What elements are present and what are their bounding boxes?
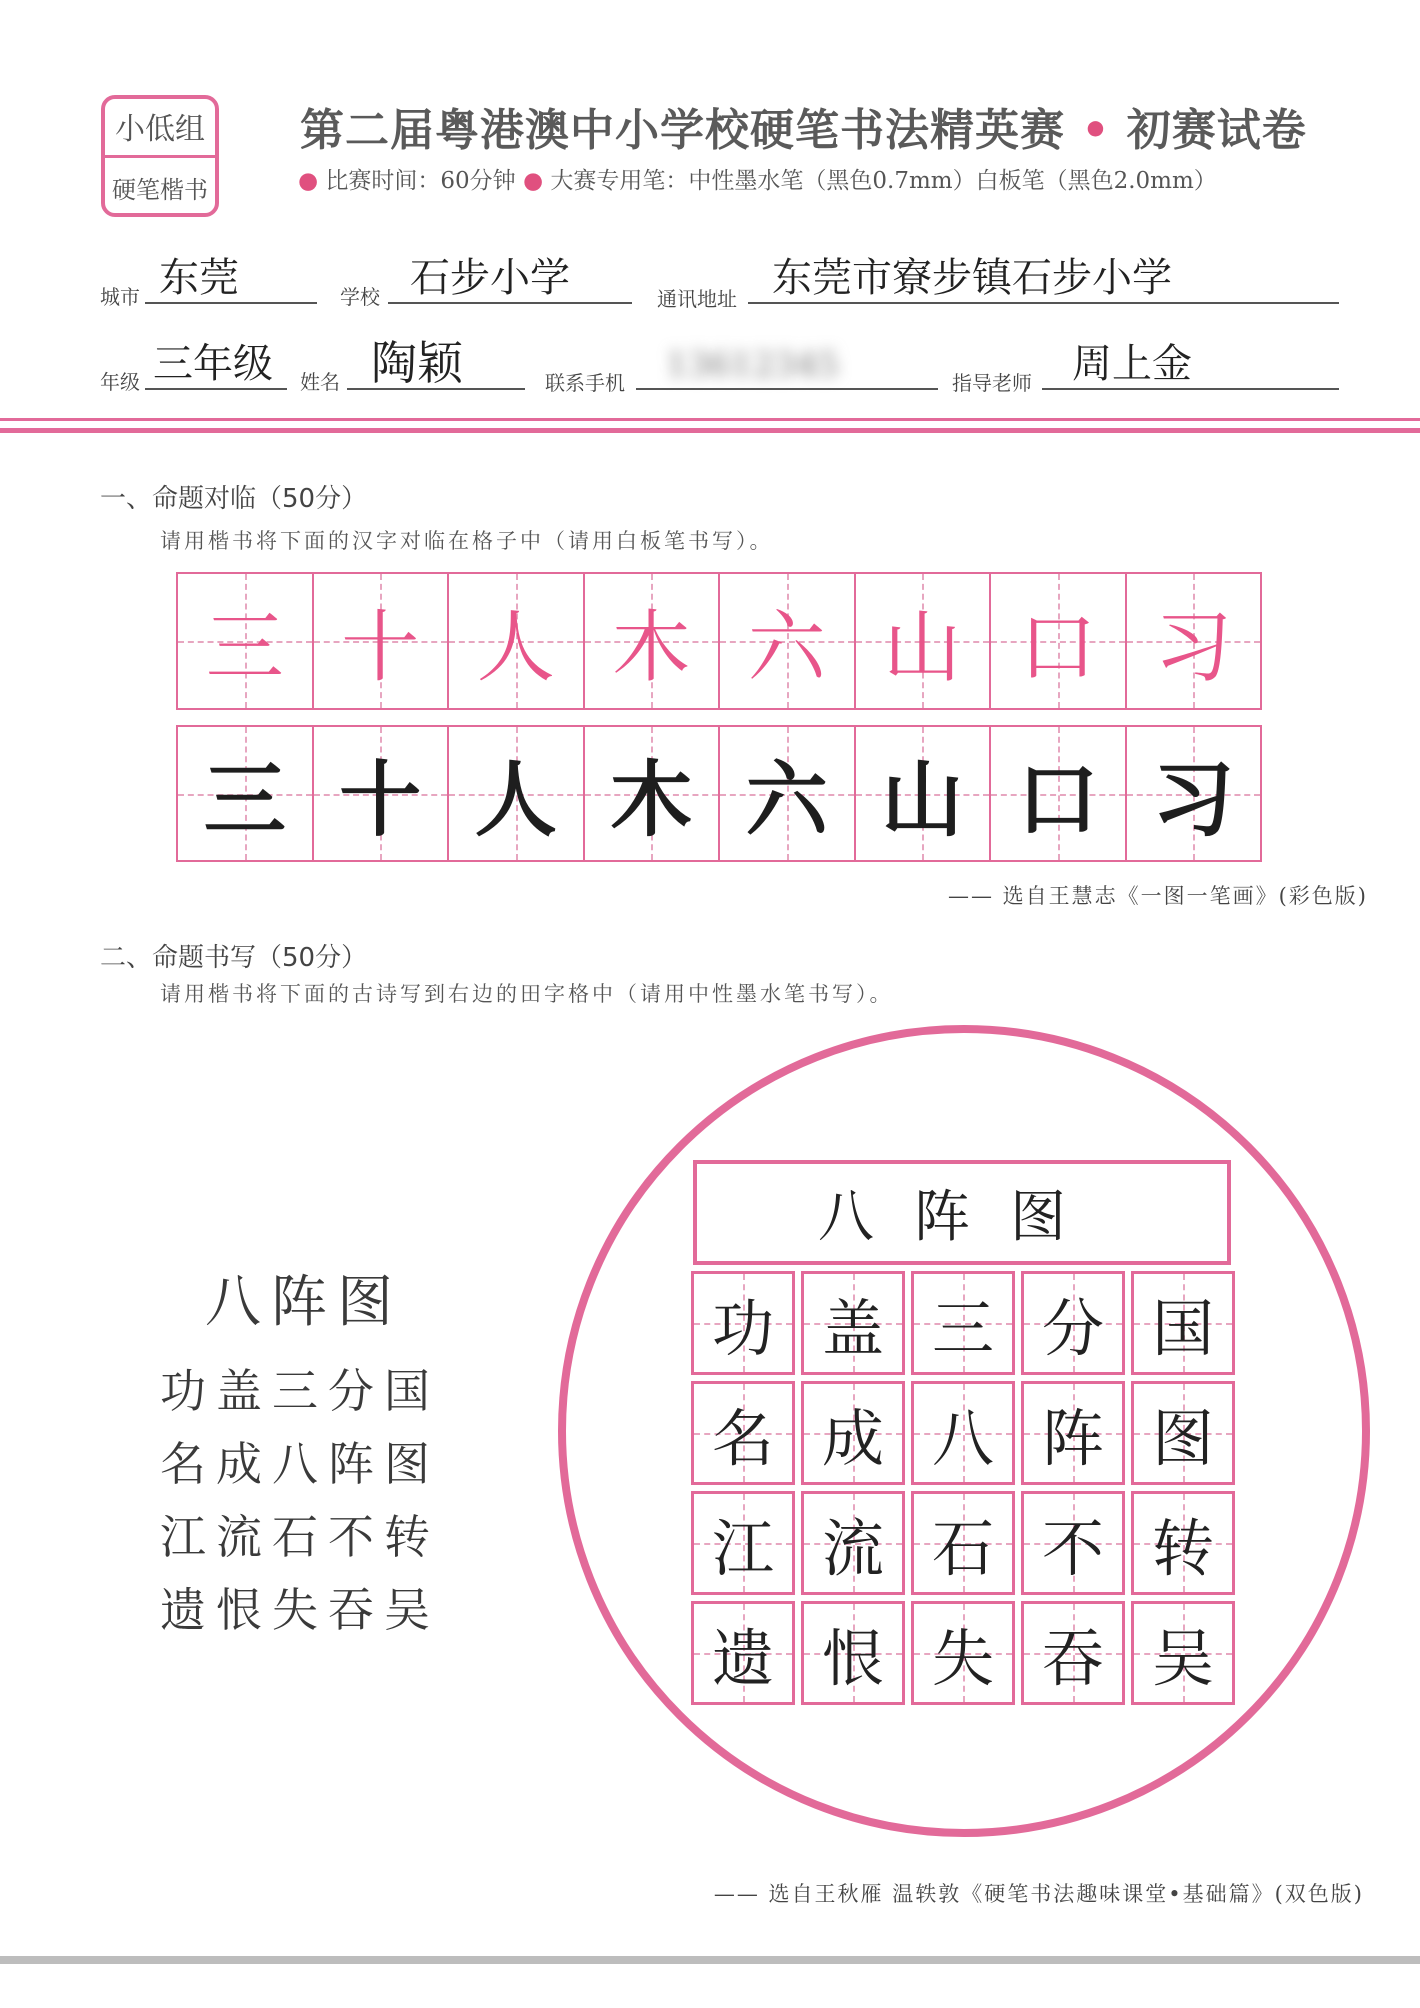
written-char: 十 <box>339 753 422 848</box>
written-char: 国 <box>1151 1291 1214 1365</box>
model-cell <box>585 574 721 708</box>
writing-cell[interactable] <box>720 727 856 860</box>
grid-row <box>691 1601 1241 1705</box>
tianzige-cell[interactable] <box>1131 1381 1235 1485</box>
badge-group: 小低组 <box>115 112 205 147</box>
written-char: 分 <box>1041 1291 1104 1365</box>
teacher-label: 指导老师 <box>952 371 1032 395</box>
written-char: 山 <box>881 753 964 848</box>
phone-field[interactable] <box>636 342 938 390</box>
tianzige-cell[interactable] <box>911 1381 1015 1485</box>
page-subtitle <box>298 162 1217 195</box>
model-cell <box>720 574 856 708</box>
phone-value: 13612345 <box>666 345 840 385</box>
model-char: 习 <box>1154 603 1233 693</box>
bullet-dot: ● <box>298 168 319 194</box>
tianzige-cell[interactable] <box>1131 1601 1235 1705</box>
tianzige-cell[interactable] <box>1021 1601 1125 1705</box>
city-field[interactable] <box>145 256 317 304</box>
writing-cell[interactable] <box>856 727 992 860</box>
school-label: 学校 <box>340 285 380 309</box>
written-title-box[interactable] <box>693 1160 1231 1265</box>
written-char: 名 <box>711 1401 774 1475</box>
pen-info: 大赛专用笔：中性墨水笔（黑色0.7mm）白板笔（黑色2.0mm） <box>550 168 1217 194</box>
written-char: 口 <box>1016 753 1099 848</box>
badge-category: 硬笔楷书 <box>112 175 208 204</box>
section2-credit: —— 选自王秋雁 温轶敦《硬笔书法趣味课堂•基础篇》(双色版) <box>713 1882 1364 1906</box>
tianzige-cell[interactable] <box>801 1491 905 1595</box>
name-label: 姓名 <box>300 370 340 394</box>
section1-instruction: 请用楷书将下面的汉字对临在格子中（请用白板笔书写）。 <box>160 529 774 553</box>
written-char: 功 <box>711 1291 774 1365</box>
tianzige-cell[interactable] <box>1021 1491 1125 1595</box>
written-title: 八阵图 <box>818 1184 1106 1250</box>
writing-cell[interactable] <box>314 727 450 860</box>
tianzige-cell[interactable] <box>691 1491 795 1595</box>
divider-thin <box>0 418 1420 421</box>
model-cell <box>178 574 314 708</box>
written-char: 盖 <box>821 1291 884 1365</box>
poem-line: 江流石不转 <box>160 1510 440 1564</box>
model-cell <box>856 574 992 708</box>
teacher-value: 周上金 <box>1072 341 1192 387</box>
written-char: 吞 <box>1041 1621 1104 1695</box>
title-main: 第二届粤港澳中小学校硬笔书法精英赛 <box>300 105 1065 156</box>
writing-grid[interactable] <box>176 725 1262 862</box>
title-dot: • <box>1081 105 1111 156</box>
phone-label: 联系手机 <box>545 371 625 395</box>
footer-bar <box>0 1956 1420 1964</box>
tianzige-cell[interactable] <box>1021 1271 1125 1375</box>
written-char: 人 <box>474 753 557 848</box>
written-char: 八 <box>931 1401 994 1475</box>
grid-row <box>691 1491 1241 1595</box>
written-char: 不 <box>1041 1511 1104 1585</box>
written-char: 遗 <box>711 1621 774 1695</box>
tianzige-cell[interactable] <box>691 1601 795 1705</box>
writing-cell[interactable] <box>178 727 314 860</box>
written-char: 三 <box>931 1291 994 1365</box>
written-char: 六 <box>745 753 828 848</box>
tianzige-cell[interactable] <box>801 1271 905 1375</box>
model-cell <box>1127 574 1261 708</box>
time-info: 比赛时间：60分钟 <box>325 168 516 194</box>
tianzige-grid <box>691 1271 1241 1711</box>
poem-line: 名成八阵图 <box>160 1437 440 1491</box>
name-value: 陶颖 <box>371 336 463 390</box>
model-cell <box>314 574 450 708</box>
divider-thick <box>0 428 1420 433</box>
tianzige-cell[interactable] <box>911 1601 1015 1705</box>
poem-line: 功盖三分国 <box>160 1364 440 1418</box>
grid-row <box>691 1381 1241 1485</box>
tianzige-cell[interactable] <box>1021 1381 1125 1485</box>
written-char: 阵 <box>1041 1401 1104 1475</box>
school-value: 石步小学 <box>410 255 570 301</box>
tianzige-cell[interactable] <box>691 1271 795 1375</box>
model-char: 三 <box>205 603 284 693</box>
bullet-dot: ● <box>522 168 544 194</box>
tianzige-cell[interactable] <box>801 1381 905 1485</box>
tianzige-cell[interactable] <box>1131 1491 1235 1595</box>
tianzige-cell[interactable] <box>1131 1271 1235 1375</box>
model-char: 十 <box>341 603 420 693</box>
written-char: 木 <box>610 753 693 848</box>
tianzige-cell[interactable] <box>691 1381 795 1485</box>
model-grid <box>176 572 1262 710</box>
written-char: 习 <box>1152 753 1235 848</box>
writing-cell[interactable] <box>449 727 585 860</box>
writing-cell[interactable] <box>585 727 721 860</box>
model-cell <box>449 574 585 708</box>
written-char: 成 <box>821 1401 884 1475</box>
writing-cell[interactable] <box>991 727 1127 860</box>
written-char: 江 <box>711 1511 774 1585</box>
writing-cell[interactable] <box>1127 727 1261 860</box>
grid-row <box>691 1271 1241 1375</box>
written-char: 流 <box>821 1511 884 1585</box>
page-title <box>300 94 1307 158</box>
group-badge <box>101 95 219 217</box>
tianzige-cell[interactable] <box>911 1271 1015 1375</box>
badge-divider <box>105 155 215 158</box>
poem-title: 八阵图 <box>205 1270 403 1335</box>
grade-value: 三年级 <box>153 341 273 387</box>
grade-label: 年级 <box>100 370 140 394</box>
model-char: 人 <box>476 603 555 693</box>
teacher-field[interactable] <box>1042 342 1339 390</box>
city-label: 城市 <box>100 285 140 309</box>
model-cell <box>991 574 1127 708</box>
model-char: 口 <box>1018 603 1097 693</box>
written-char: 转 <box>1151 1511 1214 1585</box>
name-field[interactable] <box>347 336 525 390</box>
section2-instruction: 请用楷书将下面的古诗写到右边的田字格中（请用中性墨水笔书写）。 <box>160 982 894 1006</box>
address-field[interactable] <box>748 256 1339 304</box>
address-value: 东莞市寮步镇石步小学 <box>772 255 1172 301</box>
tianzige-cell[interactable] <box>911 1491 1015 1595</box>
tianzige-cell[interactable] <box>801 1601 905 1705</box>
grade-field[interactable] <box>145 342 287 390</box>
section2-heading: 二、命题书写（50分） <box>100 943 368 973</box>
written-char: 图 <box>1151 1401 1214 1475</box>
address-label: 通讯地址 <box>657 287 737 311</box>
model-char: 山 <box>883 603 962 693</box>
title-tail: 初赛试卷 <box>1126 105 1307 156</box>
poem-line: 遗恨失吞吴 <box>160 1583 440 1637</box>
city-value: 东莞 <box>159 255 239 301</box>
written-char: 失 <box>931 1621 994 1695</box>
model-char: 木 <box>612 603 691 693</box>
written-char: 石 <box>931 1511 994 1585</box>
model-char: 六 <box>747 603 826 693</box>
school-field[interactable] <box>388 256 632 304</box>
written-char: 恨 <box>821 1621 884 1695</box>
section1-credit: —— 选自王慧志《一图一笔画》(彩色版) <box>947 884 1368 908</box>
section1-heading: 一、命题对临（50分） <box>100 484 368 514</box>
written-char: 吴 <box>1151 1621 1214 1695</box>
written-char: 三 <box>203 753 286 848</box>
